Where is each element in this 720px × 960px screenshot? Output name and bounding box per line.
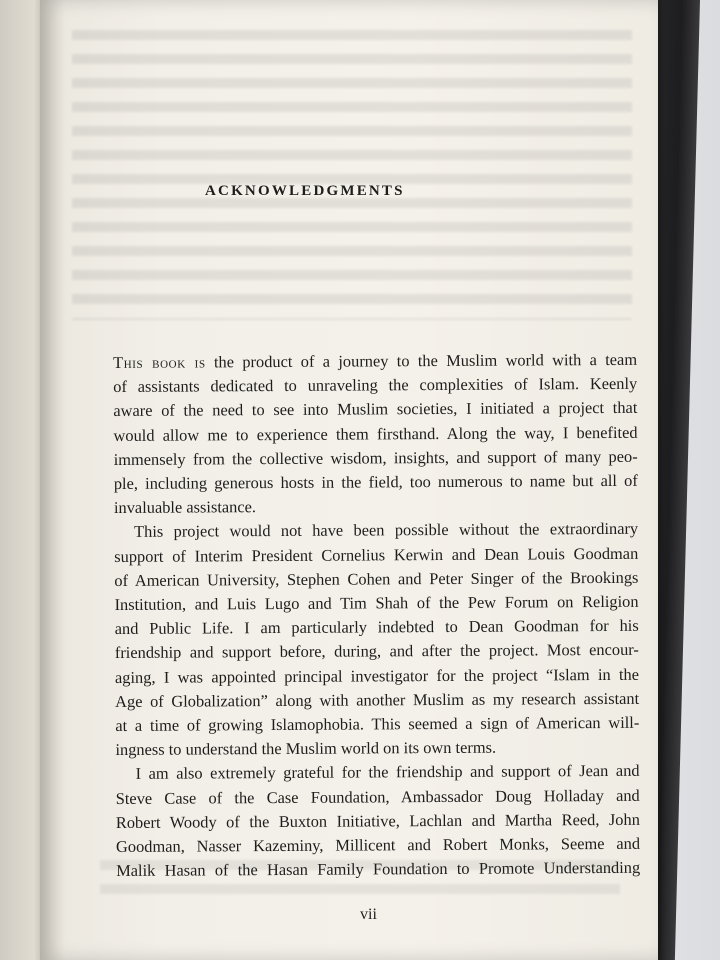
body-line: ple, including generous hosts in the field, too numerous to name but all of [113, 470, 638, 494]
page-number: vii [360, 906, 377, 923]
lead-in-small-caps: This book is [113, 352, 206, 372]
body-line: Robert Woody of the Buxton Initiative, Lachlan and Martha Reed, John [115, 809, 640, 832]
body-line: ingness to understand the Muslim world on its own terms. [115, 737, 497, 760]
body-line-text: the product of a journey to the Muslim world with a team [205, 349, 638, 372]
body-line: I am also extremely grateful for the friendship and support of Jean and [135, 761, 640, 784]
body-line: of assistants dedicated to unraveling the complexities of Islam. Keenly [113, 374, 638, 397]
body-line: would allow me to experience them firsthand. Along the way, I benefited [113, 422, 638, 445]
body-line [113, 348, 637, 375]
body-line: Institution, and Luis Lugo and Tim Shah of the Pew Forum on Religion [114, 591, 639, 615]
body-line: immensely from the collective wisdom, insights, and support of many peo- [113, 446, 638, 469]
body-line: Steve Case of the Case Foundation, Ambassador Doug Holladay and [115, 785, 640, 808]
body-line: friendship and support before, during, and after the project. Most encour- [114, 640, 639, 663]
body-line: at a time of growing Islamophobia. This seemed a sign of American will- [115, 712, 640, 736]
show-through-text [72, 30, 632, 320]
body-line: of American University, Stephen Cohen and Peter Singer of the Brookings [114, 567, 639, 590]
body-line: and Public Life. I am particularly indebted to Dean Goodman for his [114, 616, 639, 639]
body-line: invaluable assistance. [113, 497, 257, 518]
body-line: Age of Globalization” along with another Muslim as my research assistant [115, 688, 640, 711]
body-line: support of Interim President Cornelius Kerwin and Dean Louis Goodman [114, 543, 639, 566]
body-line: aware of the need to see into Muslim societies, I initiated a project that [113, 398, 638, 421]
body-line: Malik Hasan of the Hasan Family Foundation to Promote Understanding [116, 858, 641, 881]
chapter-heading: ACKNOWLEDGMENTS [205, 183, 405, 199]
page-body [113, 348, 640, 884]
body-line: aging, I was appointed principal investigator for the project “Islam in the [114, 664, 640, 687]
body-line: Goodman, Nasser Kazeminy, Millicent and Robert Monks, Seeme and [115, 833, 641, 857]
body-line: This project would not have been possible without the extraordinary [134, 519, 639, 542]
